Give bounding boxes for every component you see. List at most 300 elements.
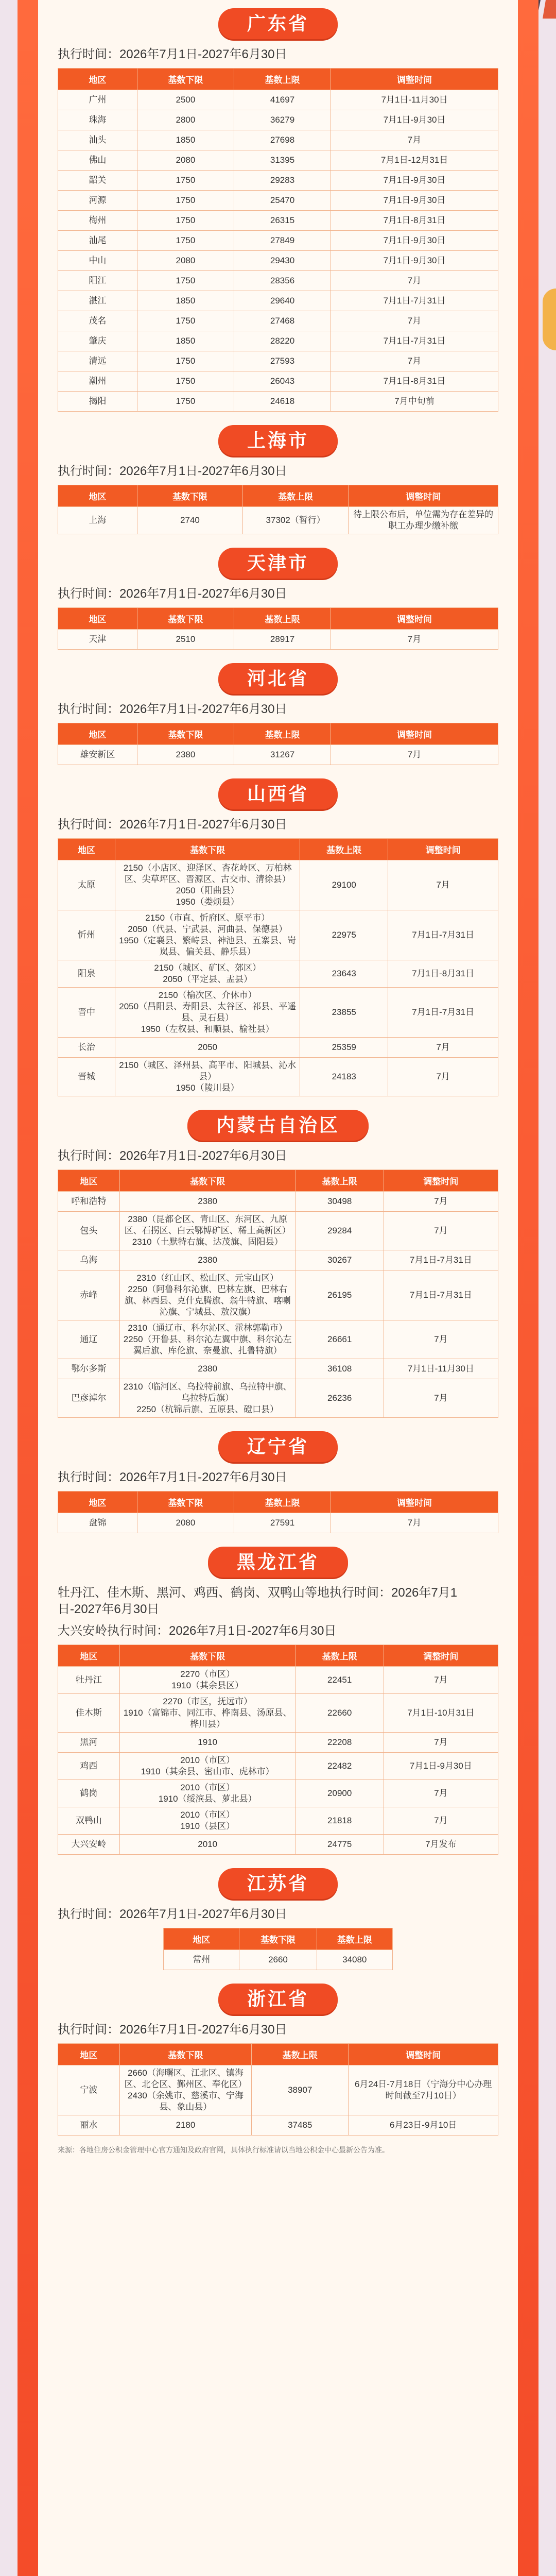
table-cell: 29640 — [234, 291, 331, 311]
column-header: 地区 — [164, 1928, 239, 1950]
table-cell: 7月 — [388, 1058, 498, 1096]
table-cell: 22451 — [296, 1667, 384, 1694]
table-cell: 晋中 — [58, 988, 115, 1038]
table-cell: 2660（海曙区、江北区、镇海区、北仑区、鄞州区、奉化区） 2430（余姚市、慈溪市、宁海县、象山县） — [119, 2065, 252, 2115]
table-cell: 2150（城区、矿区、郊区） 2050（平定县、盂县） — [115, 960, 300, 988]
footnote: 来源：各地住房公积金管理中心官方通知及政府官网，具体执行标准请以当地公积金中心最新公告为准。 — [58, 2146, 389, 2154]
section-heilongjiang — [58, 1547, 498, 1855]
section-header — [58, 1547, 498, 1578]
table-cell: 24775 — [296, 1835, 384, 1855]
table-cell: 韶关 — [58, 171, 137, 191]
base-table — [163, 1928, 392, 1970]
table-cell: 7月 — [384, 1780, 498, 1807]
table-cell: 中山 — [58, 251, 137, 271]
table-cell: 2270（市区，抚远市） 1910（富锦市、同江市、桦南县、汤原县、桦川县） — [119, 1694, 296, 1733]
column-header: 地区 — [58, 839, 115, 860]
table-cell: 梅州 — [58, 211, 137, 231]
table-header-row — [58, 1645, 498, 1667]
table-cell: 赤峰 — [58, 1270, 120, 1320]
table-cell: 7月1日-9月30日 — [384, 1753, 498, 1780]
column-header: 基数下限 — [119, 2044, 252, 2065]
table-cell: 7月1日-7月31日 — [384, 1250, 498, 1270]
table-cell: 2310（临河区、乌拉特前旗、乌拉特中旗、乌拉特后旗） 2250（杭锦后旗、五原县、磴口县） — [119, 1379, 296, 1418]
section-hebei — [58, 663, 498, 765]
column-header: 基数下限 — [119, 1645, 296, 1667]
table-cell: 2380 — [137, 745, 234, 765]
column-header: 地区 — [58, 485, 137, 507]
table-cell: 7月1日-9月30日 — [331, 231, 498, 251]
table-cell: 潮州 — [58, 371, 137, 392]
table-row — [58, 960, 498, 988]
table-cell: 41697 — [234, 90, 331, 110]
table-cell: 22208 — [296, 1733, 384, 1753]
column-header: 地区 — [58, 608, 137, 630]
table-cell: 1750 — [137, 171, 234, 191]
column-header: 基数上限 — [296, 1170, 384, 1192]
exec-time: 执行时间：2026年7月1日-2027年6月30日 — [58, 1907, 287, 1921]
content — [38, 0, 518, 2155]
table-cell: 7月1日-9月30日 — [331, 110, 498, 130]
table-cell: 23643 — [300, 960, 388, 988]
table-cell: 31395 — [234, 150, 331, 171]
table-cell: 佳木斯 — [58, 1694, 120, 1733]
column-header: 基数下限 — [137, 1492, 234, 1513]
table-cell: 7月 — [388, 1038, 498, 1058]
province-title: 浙江省 — [218, 1984, 338, 2014]
table-cell: 7月 — [331, 1513, 498, 1533]
table-cell: 20900 — [296, 1780, 384, 1807]
province-title: 河北省 — [218, 663, 338, 694]
column-header: 调整时间 — [331, 723, 498, 745]
column-header: 基数上限 — [234, 1492, 331, 1513]
column-header: 基数下限 — [119, 1170, 296, 1192]
table-cell: 2310（红山区、松山区、元宝山区） 2250（阿鲁科尔沁旗、巴林左旗、巴林右旗、林西县、克什克腾旗、翁牛特旗、喀喇沁旗、宁城县、敖汉旗） — [119, 1270, 296, 1320]
table-cell: 7月1日-10月31日 — [384, 1694, 498, 1733]
table-row — [164, 1950, 392, 1970]
table-cell: 2380 — [119, 1192, 296, 1212]
table-cell: 待上限公布后，单位需为存在差异的职工办理少缴补缴 — [349, 507, 498, 534]
table-cell: 36279 — [234, 110, 331, 130]
table-cell: 1750 — [137, 351, 234, 371]
column-header: 调整时间 — [349, 2044, 498, 2065]
exec-time: 执行时间：2026年7月1日-2027年6月30日 — [58, 2023, 287, 2037]
table-cell: 2150（小店区、迎泽区、杏花岭区、万柏林区、尖草坪区、晋源区、古交市、清徐县） 2050（阳曲县） 1950（娄烦县） — [115, 860, 300, 910]
table-cell: 阳江 — [58, 271, 137, 291]
base-table — [58, 723, 498, 765]
column-header: 调整时间 — [349, 485, 498, 507]
table-cell: 7月发布 — [384, 1835, 498, 1855]
table-cell: 1850 — [137, 291, 234, 311]
province-title: 黑龙江省 — [208, 1547, 348, 1578]
table-cell: 1750 — [137, 371, 234, 392]
table-cell: 30498 — [296, 1192, 384, 1212]
table-cell: 24618 — [234, 392, 331, 412]
table-row — [58, 1667, 498, 1694]
table-cell: 黑河 — [58, 1733, 120, 1753]
base-table — [58, 1491, 498, 1533]
table-cell: 1750 — [137, 191, 234, 211]
table-cell: 37302（暂行） — [243, 507, 349, 534]
section-tianjin — [58, 548, 498, 650]
table-cell: 27591 — [234, 1513, 331, 1533]
table-cell: 广州 — [58, 90, 137, 110]
column-header: 地区 — [58, 723, 137, 745]
table-cell: 6月24日-7月18日（宁海分中心办理时间截至7月10日） — [349, 2065, 498, 2115]
table-cell: 呼和浩特 — [58, 1192, 120, 1212]
table-header-row — [58, 1170, 498, 1192]
section-zhejiang — [58, 1984, 498, 2136]
table-row — [58, 90, 498, 110]
column-header: 地区 — [58, 1170, 120, 1192]
column-header: 地区 — [58, 1492, 137, 1513]
table-row — [58, 251, 498, 271]
table-cell: 2150（市直、忻府区、原平市） 2050（代县、宁武县、河曲县、保德县） 1950（定襄县、繁峙县、神池县、五寨县、岢岚县、偏关县、静乐县） — [115, 910, 300, 960]
table-cell: 7月 — [384, 1733, 498, 1753]
column-header: 调整时间 — [331, 608, 498, 630]
table-cell: 2380 — [119, 1359, 296, 1379]
table-cell: 2150（榆次区、介休市） 2050（昌阳县、寿阳县、太谷区、祁县、平遥县、灵石县） 1950（左权县、和顺县、榆社县） — [115, 988, 300, 1038]
table-cell: 2500 — [137, 90, 234, 110]
table-cell: 常州 — [164, 1950, 239, 1970]
table-cell: 22482 — [296, 1753, 384, 1780]
table-cell: 7月1日-8月31日 — [331, 371, 498, 392]
table-cell: 1750 — [137, 392, 234, 412]
table-row — [58, 1038, 498, 1058]
table-row — [58, 271, 498, 291]
table-row — [58, 1192, 498, 1212]
table-cell: 长治 — [58, 1038, 115, 1058]
table-row — [58, 910, 498, 960]
table-row — [58, 311, 498, 331]
section-guangdong — [58, 8, 498, 412]
table-cell: 牡丹江 — [58, 1667, 120, 1694]
table-cell: 26043 — [234, 371, 331, 392]
section-header — [58, 1431, 498, 1462]
base-table — [58, 1645, 498, 1855]
table-cell: 7月 — [331, 745, 498, 765]
table-cell: 清远 — [58, 351, 137, 371]
exec-time: 执行时间：2026年7月1日-2027年6月30日 — [58, 702, 287, 716]
column-header: 基数上限 — [300, 839, 388, 860]
exec-time: 执行时间：2026年7月1日-2027年6月30日 — [58, 1470, 287, 1484]
base-table — [58, 607, 498, 650]
table-cell: 7月 — [331, 351, 498, 371]
table-row — [58, 331, 498, 351]
column-header: 地区 — [58, 2044, 120, 2065]
content-card — [38, 0, 518, 2576]
table-cell: 河源 — [58, 191, 137, 211]
section-header — [58, 425, 498, 456]
table-cell: 7月1日-7月31日 — [384, 1270, 498, 1320]
table-cell: 7月1日-7月31日 — [388, 988, 498, 1038]
table-header-row — [58, 485, 498, 507]
table-cell: 1750 — [137, 211, 234, 231]
table-cell: 丽水 — [58, 2115, 120, 2136]
table-cell: 2800 — [137, 110, 234, 130]
table-cell: 阳泉 — [58, 960, 115, 988]
exec-time: 执行时间：2026年7月1日-2027年6月30日 — [58, 47, 287, 61]
column-header: 调整时间 — [331, 1492, 498, 1513]
column-header: 调整时间 — [384, 1170, 498, 1192]
table-cell: 乌海 — [58, 1250, 120, 1270]
table-cell: 1910 — [119, 1733, 296, 1753]
exec-time: 牡丹江、佳木斯、黑河、鸡西、鹤岗、双鸭山等地执行时间：2026年7月1日-2027年6月30日 — [58, 1586, 458, 1616]
table-cell: 2150（城区、泽州县、高平市、阳城县、沁水县） 1950（陵川县） — [115, 1058, 300, 1096]
table-cell: 忻州 — [58, 910, 115, 960]
table-cell: 7月 — [384, 1667, 498, 1694]
table-row — [58, 1359, 498, 1379]
table-cell: 37485 — [252, 2115, 349, 2136]
base-table — [58, 2043, 498, 2136]
table-cell: 7月1日-9月30日 — [331, 251, 498, 271]
province-title: 上海市 — [218, 425, 338, 456]
table-row — [58, 1513, 498, 1533]
table-cell: 7月 — [331, 630, 498, 650]
table-cell: 上海 — [58, 507, 137, 534]
table-cell: 2740 — [137, 507, 242, 534]
column-header: 基数下限 — [137, 485, 242, 507]
table-header-row — [58, 1492, 498, 1513]
table-cell: 1750 — [137, 231, 234, 251]
table-cell: 34080 — [317, 1950, 392, 1970]
column-header: 基数上限 — [234, 723, 331, 745]
column-header: 调整时间 — [388, 839, 498, 860]
table-cell: 30267 — [296, 1250, 384, 1270]
table-row — [58, 191, 498, 211]
table-cell: 2010（市区） 1910（县区） — [119, 1807, 296, 1835]
table-cell: 佛山 — [58, 150, 137, 171]
table-cell: 28356 — [234, 271, 331, 291]
table-cell: 天津 — [58, 630, 137, 650]
table-cell: 28220 — [234, 331, 331, 351]
table-cell: 7月1日-9月30日 — [331, 171, 498, 191]
table-cell: 26195 — [296, 1270, 384, 1320]
section-header — [58, 1984, 498, 2014]
base-table — [58, 838, 498, 1096]
table-row — [58, 1270, 498, 1320]
table-cell: 7月 — [384, 1192, 498, 1212]
table-row — [58, 392, 498, 412]
table-header-row — [58, 723, 498, 745]
table-cell: 28917 — [234, 630, 331, 650]
base-table — [58, 1170, 498, 1418]
table-row — [58, 988, 498, 1038]
table-row — [58, 1733, 498, 1753]
province-title: 江苏省 — [218, 1868, 338, 1899]
table-header-row — [164, 1928, 392, 1950]
table-cell: 29100 — [300, 860, 388, 910]
exec-time: 执行时间：2026年7月1日-2027年6月30日 — [58, 587, 287, 601]
table-row — [58, 2115, 498, 2136]
table-cell: 7月 — [331, 311, 498, 331]
section-header — [58, 1868, 498, 1899]
table-row — [58, 2065, 498, 2115]
section-shanghai — [58, 425, 498, 534]
table-cell: 24183 — [300, 1058, 388, 1096]
table-cell: 鸡西 — [58, 1753, 120, 1780]
table-cell: 7月1日-9月30日 — [331, 191, 498, 211]
table-cell: 7月 — [388, 860, 498, 910]
section-header — [58, 548, 498, 579]
table-row — [58, 171, 498, 191]
table-cell: 2010 — [119, 1835, 296, 1855]
column-header: 基数下限 — [115, 839, 300, 860]
table-cell: 汕头 — [58, 130, 137, 150]
table-cell: 茂名 — [58, 311, 137, 331]
table-cell: 36108 — [296, 1359, 384, 1379]
table-cell: 2380（昆都仑区、青山区、东河区、九原区、石拐区、白云鄂博矿区、稀土高新区） 2310（土默特右旗、达茂旗、固阳县） — [119, 1212, 296, 1250]
section-header — [58, 663, 498, 694]
table-row — [58, 351, 498, 371]
table-cell: 7月1日-7月31日 — [388, 910, 498, 960]
table-cell: 7月1日-8月31日 — [388, 960, 498, 988]
table-cell: 7月 — [331, 271, 498, 291]
table-cell: 7月1日-8月31日 — [331, 211, 498, 231]
section-jiangsu — [58, 1868, 498, 1970]
table-header-row — [58, 839, 498, 860]
table-cell: 7月1日-11月30日 — [384, 1359, 498, 1379]
section-header — [58, 8, 498, 39]
table-cell: 7月 — [384, 1212, 498, 1250]
table-cell: 23855 — [300, 988, 388, 1038]
table-cell: 7月 — [384, 1320, 498, 1359]
table-cell: 雄安新区 — [58, 745, 137, 765]
column-header: 地区 — [58, 1645, 120, 1667]
table-row — [58, 745, 498, 765]
table-cell: 26315 — [234, 211, 331, 231]
column-header: 基数上限 — [252, 2044, 349, 2065]
table-cell: 25470 — [234, 191, 331, 211]
decorative-coin — [543, 289, 556, 350]
column-header: 基数下限 — [137, 723, 234, 745]
table-header-row — [58, 608, 498, 630]
table-header-row — [58, 2044, 498, 2065]
table-cell: 29430 — [234, 251, 331, 271]
table-cell: 包头 — [58, 1212, 120, 1250]
table-cell: 27468 — [234, 311, 331, 331]
column-header: 基数上限 — [243, 485, 349, 507]
table-cell: 27849 — [234, 231, 331, 251]
base-table — [58, 485, 498, 534]
table-row — [58, 1694, 498, 1733]
column-header: 基数上限 — [296, 1645, 384, 1667]
table-cell: 2310（通辽市、科尔沁区、霍林郭勒市） 2250（开鲁县、科尔沁左翼中旗、科尔沁左翼后旗、库伦旗、奈曼旗、扎鲁特旗） — [119, 1320, 296, 1359]
table-cell: 22660 — [296, 1694, 384, 1733]
section-header — [58, 1110, 498, 1141]
table-cell: 26661 — [296, 1320, 384, 1359]
column-header: 地区 — [58, 69, 137, 90]
table-cell: 2010（市区） 1910（其余县、密山市、虎林市） — [119, 1753, 296, 1780]
table-row — [58, 110, 498, 130]
base-table — [58, 68, 498, 412]
table-cell: 肇庆 — [58, 331, 137, 351]
table-cell: 鄂尔多斯 — [58, 1359, 120, 1379]
table-cell: 2080 — [137, 150, 234, 171]
table-cell: 7月中旬前 — [331, 392, 498, 412]
column-header: 基数下限 — [239, 1928, 317, 1950]
column-header: 基数上限 — [317, 1928, 392, 1950]
table-cell: 1750 — [137, 311, 234, 331]
table-cell: 26236 — [296, 1379, 384, 1418]
table-cell: 盘锦 — [58, 1513, 137, 1533]
column-header: 调整时间 — [331, 69, 498, 90]
table-header-row — [58, 69, 498, 90]
table-cell: 1750 — [137, 271, 234, 291]
exec-time: 执行时间：2026年7月1日-2027年6月30日 — [58, 464, 287, 478]
table-cell: 7月 — [384, 1379, 498, 1418]
table-cell: 2180 — [119, 2115, 252, 2136]
table-cell: 2380 — [119, 1250, 296, 1270]
table-cell: 27593 — [234, 351, 331, 371]
table-row — [58, 1379, 498, 1418]
table-row — [58, 231, 498, 251]
table-cell: 揭阳 — [58, 392, 137, 412]
section-header — [58, 778, 498, 809]
table-cell: 巴彦淖尔 — [58, 1379, 120, 1418]
table-row — [58, 130, 498, 150]
table-cell: 7月1日-7月31日 — [331, 331, 498, 351]
table-row — [58, 1780, 498, 1807]
table-cell: 31267 — [234, 745, 331, 765]
table-row — [58, 507, 498, 534]
table-row — [58, 1058, 498, 1096]
table-cell: 太原 — [58, 860, 115, 910]
table-cell: 22975 — [300, 910, 388, 960]
table-cell: 2510 — [137, 630, 234, 650]
table-row — [58, 150, 498, 171]
table-cell: 宁波 — [58, 2065, 120, 2115]
table-row — [58, 1807, 498, 1835]
table-cell: 2270（市区） 1910（其余县区） — [119, 1667, 296, 1694]
section-liaoning — [58, 1431, 498, 1533]
table-cell: 汕尾 — [58, 231, 137, 251]
table-row — [58, 630, 498, 650]
table-cell: 珠海 — [58, 110, 137, 130]
table-cell: 晋城 — [58, 1058, 115, 1096]
column-header: 基数下限 — [137, 69, 234, 90]
table-cell: 25359 — [300, 1038, 388, 1058]
table-cell: 2080 — [137, 251, 234, 271]
table-cell: 2660 — [239, 1950, 317, 1970]
table-cell: 鹤岗 — [58, 1780, 120, 1807]
table-cell: 双鸭山 — [58, 1807, 120, 1835]
table-cell: 7月1日-7月31日 — [331, 291, 498, 311]
table-cell: 29283 — [234, 171, 331, 191]
table-cell: 1850 — [137, 130, 234, 150]
table-row — [58, 860, 498, 910]
table-cell: 21818 — [296, 1807, 384, 1835]
province-title: 天津市 — [218, 548, 338, 579]
table-cell: 2080 — [137, 1513, 234, 1533]
column-header: 基数上限 — [234, 69, 331, 90]
table-cell: 1850 — [137, 331, 234, 351]
table-cell: 大兴安岭 — [58, 1835, 120, 1855]
province-title: 广东省 — [218, 8, 338, 39]
exec-time: 大兴安岭执行时间：2026年7月1日-2027年6月30日 — [58, 1624, 337, 1638]
table-cell: 38907 — [252, 2065, 349, 2115]
province-title: 辽宁省 — [218, 1431, 338, 1462]
table-cell: 7月1日-12月31日 — [331, 150, 498, 171]
table-row — [58, 291, 498, 311]
exec-time: 执行时间：2026年7月1日-2027年6月30日 — [58, 818, 287, 832]
table-row — [58, 1212, 498, 1250]
table-cell: 7月 — [384, 1807, 498, 1835]
table-cell: 2010（市区） 1910（绥滨县、萝北县） — [119, 1780, 296, 1807]
table-cell: 7月 — [331, 130, 498, 150]
exec-time: 执行时间：2026年7月1日-2027年6月30日 — [58, 1149, 287, 1163]
section-shanxi — [58, 778, 498, 1096]
table-row — [58, 371, 498, 392]
